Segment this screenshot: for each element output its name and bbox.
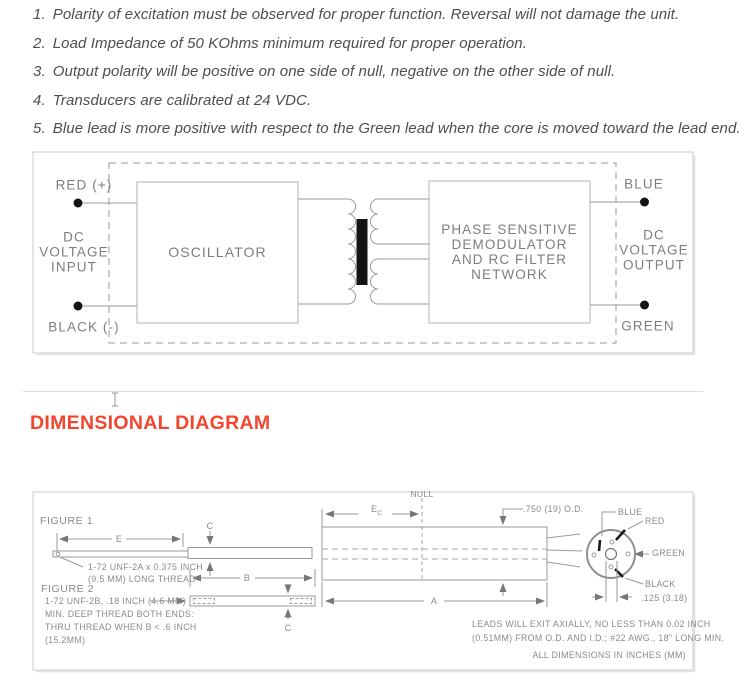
blue-lead-tick [599,540,600,551]
figure1-thread-note [88,562,203,585]
block-diagram-panel [0,140,746,360]
demodulator-line: NETWORK [471,267,548,282]
thread-note-line: THRU THREAD WHEN B < .6 INCH [45,621,197,632]
dc-output-line: OUTPUT [622,257,686,273]
dim-c-label-fig1: C [206,521,214,531]
leads-note-line: LEADS WILL EXIT AXIALLY, NO LESS THAN 0.02 INCH [472,619,711,629]
transformer-core [357,219,368,285]
demodulator-box-label [429,181,590,323]
leads-note-line: (0.51MM) FROM O.D. AND I.D.; #22 AWG., 18" LONG MIN. [472,632,725,643]
note-number: 2. [33,34,46,52]
dc-voltage-input-label [39,230,108,275]
oscillator-box-label [137,182,298,323]
dc-output-line: VOLTAGE [619,242,689,258]
lead-red-label: RED [645,516,665,526]
thread-note-line: (15.2MM) [45,634,86,645]
dimensional-diagram-panel [0,480,746,680]
all-dimensions-note: ALL DIMENSIONS IN INCHES (MM) [532,650,686,660]
od-dimension-label: .750 (19) O.D. [523,504,584,514]
note-text: Output polarity will be positive on one side of null, negative on the other side of null. [52,63,616,80]
demodulator-line: DEMODULATOR [451,237,568,252]
text-cursor-icon [110,392,120,407]
center-bore-hole [606,549,617,560]
thread-note-line: 1-72 UNF-2A x 0.375 INCH [88,562,203,572]
null-label: NULL [410,489,434,499]
dc-input-line: INPUT [51,259,97,275]
note-item [33,120,741,138]
thread-note-line: (9.5 MM) LONG THREAD [88,573,197,584]
ec-main: E [371,504,378,514]
note-text: Blue lead is more positive with respect to the Green lead when the core is moved toward the lead end. [52,120,741,137]
input-terminal-red-label: RED (+) [55,177,113,193]
note-item [33,93,733,110]
figure2-label: FIGURE 2 [41,583,95,595]
dc-voltage-output-label [619,228,688,273]
dim-a-label: A [430,596,438,606]
ec-sub: C [377,509,383,517]
note-text: Polarity of excitation must be observed for proper function. Reversal will not damage the unit. [52,6,680,23]
note-item [33,7,733,24]
demodulator-line: PHASE SENSITIVE [441,222,578,237]
thread-note-line: 1-72 UNF-2B, .18 INCH (4.6 MM) [45,596,187,606]
dc-input-line: DC [63,229,85,245]
dc-input-line: VOLTAGE [39,244,109,260]
id-dimension-label: .125 (3.18) [641,593,688,603]
lead-green-label: GREEN [652,548,686,558]
section-heading: DIMENSIONAL DIAGRAM [30,412,271,434]
note-number: 4. [33,91,46,109]
dim-b-label: B [243,573,251,583]
lead-black-label: BLACK [645,579,676,589]
note-text: Transducers are calibrated at 24 VDC. [52,91,312,109]
oscillator-text: OSCILLATOR [168,244,267,260]
output-terminal-blue-label: BLUE [624,176,664,192]
input-terminal-black-label: BLACK (-) [48,319,120,335]
red-terminal-dot [74,199,83,208]
thread-note-line: MIN. DEEP THREAD BOTH ENDS: [45,608,194,619]
note-item [33,64,733,81]
leads-exit-note [472,618,724,645]
note-number: 3. [33,63,46,80]
application-notes [33,6,741,150]
section-divider [23,391,703,392]
blue-terminal-dot [640,198,649,207]
demodulator-line: AND RC FILTER [451,252,568,267]
note-item [33,36,733,53]
note-number: 5. [33,120,46,137]
dim-ec-label [371,504,382,519]
figure2-thread-note [45,595,197,647]
green-terminal-dot [640,301,649,310]
output-terminal-green-label: GREEN [621,318,675,334]
dc-output-line: DC [643,227,665,243]
dim-c-label-fig2: C [284,623,292,633]
note-text: Load Impedance of 50 KOhms minimum required for proper operation. [52,34,527,52]
note-number: 1. [33,6,46,23]
black-terminal-dot [74,302,83,311]
figure1-label: FIGURE 1 [40,515,94,527]
lead-blue-label: BLUE [618,507,643,517]
dim-e-label: E [115,534,123,544]
